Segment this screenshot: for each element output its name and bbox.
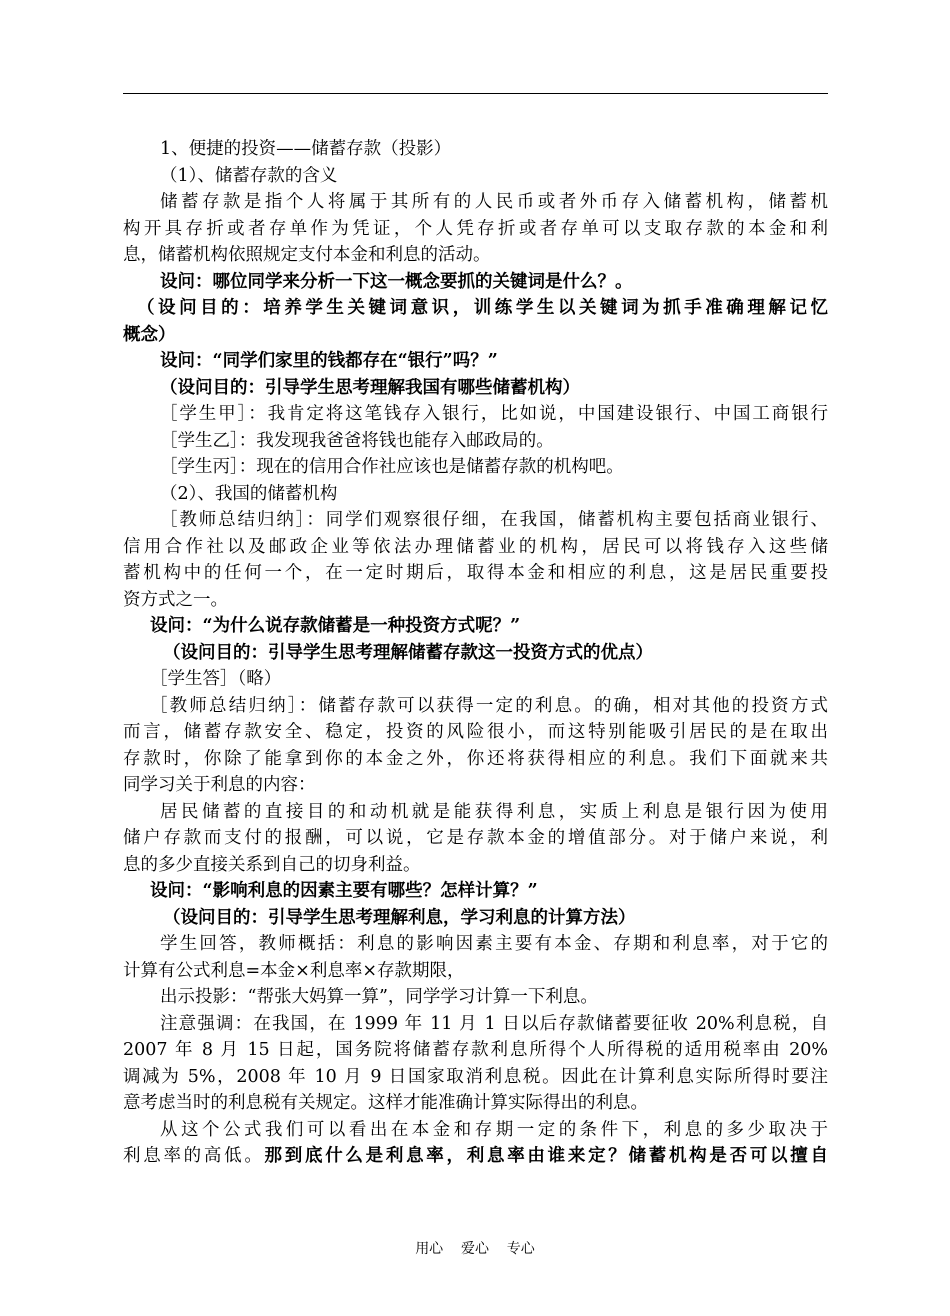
text-line: ［学生答］（略） <box>150 669 282 689</box>
text-line: 设问：“为什么说存款储蓄是一种投资方式呢？” <box>150 616 521 636</box>
text-line: 储户存款而支付的报酬，可以说，它是存款本金的增值部分。对于储户来说，利 <box>123 828 828 848</box>
text-line: 设问：“影响利息的因素主要有哪些？怎样计算？” <box>150 881 538 901</box>
text-line: ［教师总结归纳］：储蓄存款可以获得一定的利息。的确，相对其他的投资方式 <box>150 695 828 716</box>
text-line: 同学习关于利息的内容： <box>123 775 316 795</box>
text-line: 设问：“同学们家里的钱都存在“银行”吗？” <box>160 351 498 371</box>
text-line: 意考虑当时的利息税有关规定。这样才能准确计算实际得出的利息。 <box>123 1093 648 1113</box>
text-line: 学生回答，教师概括：利息的影响因素主要有本金、存期和利息率，对于它的 <box>160 934 828 954</box>
text-line: 调减为 5%，2008 年 10 月 9 日国家取消利息税。因此在计算利息实际所得时要注 <box>123 1066 828 1087</box>
text-line: 注意强调：在我国，在 1999 年 11 月 1 日以后存款储蓄要征收 20%利息税，自 <box>160 1013 828 1034</box>
text-line: 概念） <box>123 324 176 345</box>
text-line: 2007 年 8 月 15 日起，国务院将储蓄存款利息所得个人所得税的适用税率由 20% <box>123 1040 828 1060</box>
text-line: 信用合作社以及邮政企业等依法办理储蓄业的机构，居民可以将钱存入这些储 <box>123 536 828 557</box>
text-line: （设问目的：引导学生思考理解利息，学习利息的计算方法） <box>163 907 636 928</box>
text-line: 息，储蓄机构依照规定支付本金和利息的活动。 <box>123 245 491 265</box>
text-line: 构开具存折或者存单作为凭证，个人凭存折或者存单可以支取存款的本金和利 <box>123 218 828 239</box>
text-line: 息的多少直接关系到自己的切身利益。 <box>123 854 421 875</box>
text-line: 存款时，你除了能拿到你的本金之外，你还将获得相应的利息。我们下面就来共 <box>123 748 828 769</box>
text-normal: 利息率的高低。 <box>123 1146 265 1166</box>
text-line: 出示投影：“帮张大妈算一算”，同学学习计算一下利息。 <box>160 987 598 1007</box>
header-rule <box>123 93 828 94</box>
text-bold: 那到底什么是利息率，利息率由谁来定？储蓄机构是否可以擅自 <box>264 1146 828 1166</box>
text-line: 1、便捷的投资——储蓄存款（投影） <box>160 139 452 159</box>
text-line: 蓄机构中的任何一个，在一定时期后，取得本金和相应的利息，这是居民重要投 <box>123 563 828 583</box>
text-line: （设问目的：引导学生思考理解储蓄存款这一投资方式的优点） <box>163 642 653 663</box>
text-line: 从这个公式我们可以看出在本金和存期一定的条件下，利息的多少取决于 <box>160 1119 828 1140</box>
text-line: 而言，储蓄存款安全、稳定，投资的风险很小，而这特别能吸引居民的是在取出 <box>123 722 828 742</box>
text-line: 居民储蓄的直接目的和动机就是能获得利息，实质上利息是银行因为使用 <box>160 801 828 822</box>
text-line: 资方式之一。 <box>123 589 228 610</box>
document-body <box>123 136 828 1170</box>
text-line: 设问：哪位同学来分析一下这一概念要抓的关键词是什么？。 <box>160 271 633 292</box>
text-line-last <box>123 1143 828 1170</box>
text-line: （设问目的：培养学生关键词意识，训练学生以关键词为抓手准确理解记忆 <box>137 298 828 318</box>
text-line: ［教师总结归纳］：同学们观察很仔细，在我国，储蓄机构主要包括商业银行、 <box>160 510 828 530</box>
text-line: 储蓄存款是指个人将属于其所有的人民币或者外币存入储蓄机构，储蓄机 <box>160 192 828 212</box>
page-footer: 用心 爱心 专心 <box>415 1241 535 1257</box>
text-line: （设问目的：引导学生思考理解我国有哪些储蓄机构） <box>160 377 580 398</box>
text-line: 计算有公式利息=本金×利息率×存款期限， <box>123 960 465 981</box>
text-line: ［学生丙］：现在的信用合作社应该也是储蓄存款的机构吧。 <box>160 457 624 477</box>
text-line: （1）、储蓄存款的含义 <box>160 165 338 186</box>
text-line: ［学生甲］：我肯定将这笔钱存入银行，比如说，中国建设银行、中国工商银行 <box>160 404 828 424</box>
text-line: ［学生乙］：我发现我爸爸将钱也能存入邮政局的。 <box>160 430 554 451</box>
text-line: （2）、我国的储蓄机构 <box>160 483 338 504</box>
